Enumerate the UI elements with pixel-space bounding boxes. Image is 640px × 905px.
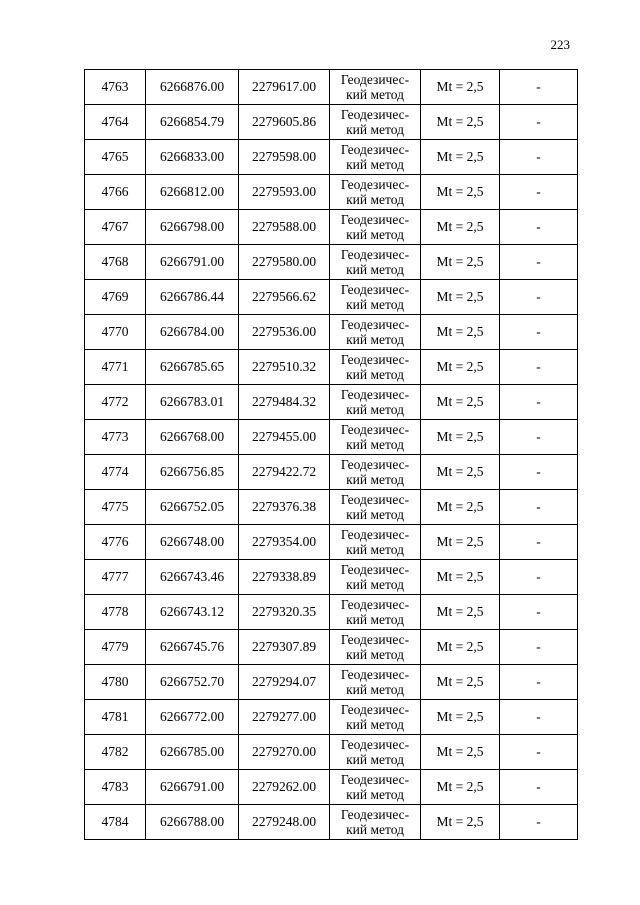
table-row — [85, 595, 578, 630]
method-line-1: Геодезичес- — [340, 352, 410, 367]
table-row — [85, 700, 578, 735]
method-cell — [330, 805, 421, 840]
table-row — [85, 420, 578, 455]
y-coordinate-cell: 2279484.32 — [239, 385, 330, 420]
y-coordinate-cell: 2279354.00 — [239, 525, 330, 560]
x-coordinate-cell: 6266854.79 — [146, 105, 239, 140]
y-coordinate-cell: 2279598.00 — [239, 140, 330, 175]
table-row — [85, 280, 578, 315]
method-line-1: Геодезичес- — [340, 317, 410, 332]
table-row — [85, 315, 578, 350]
method-line-2: кий метод — [346, 332, 404, 347]
method-cell — [330, 455, 421, 490]
method-cell — [330, 140, 421, 175]
x-coordinate-cell: 6266745.76 — [146, 630, 239, 665]
x-coordinate-cell: 6266812.00 — [146, 175, 239, 210]
x-coordinate-cell: 6266785.00 — [146, 735, 239, 770]
method-cell — [330, 560, 421, 595]
method-cell — [330, 105, 421, 140]
point-number-cell: 4769 — [85, 280, 146, 315]
y-coordinate-cell: 2279277.00 — [239, 700, 330, 735]
accuracy-cell: Mt = 2,5 — [421, 525, 500, 560]
description-cell: - — [500, 350, 578, 385]
description-cell: - — [500, 385, 578, 420]
point-number-cell: 4766 — [85, 175, 146, 210]
point-number-cell: 4778 — [85, 595, 146, 630]
description-cell: - — [500, 175, 578, 210]
x-coordinate-cell: 6266798.00 — [146, 210, 239, 245]
x-coordinate-cell: 6266876.00 — [146, 70, 239, 105]
accuracy-cell: Mt = 2,5 — [421, 280, 500, 315]
method-line-2: кий метод — [346, 122, 404, 137]
method-cell — [330, 420, 421, 455]
description-cell: - — [500, 490, 578, 525]
y-coordinate-cell: 2279617.00 — [239, 70, 330, 105]
method-line-2: кий метод — [346, 577, 404, 592]
y-coordinate-cell: 2279248.00 — [239, 805, 330, 840]
table-row — [85, 350, 578, 385]
description-cell: - — [500, 140, 578, 175]
method-line-2: кий метод — [346, 612, 404, 627]
description-cell: - — [500, 630, 578, 665]
accuracy-cell: Mt = 2,5 — [421, 210, 500, 245]
method-line-2: кий метод — [346, 647, 404, 662]
y-coordinate-cell: 2279588.00 — [239, 210, 330, 245]
description-cell: - — [500, 280, 578, 315]
description-cell: - — [500, 70, 578, 105]
method-line-2: кий метод — [346, 682, 404, 697]
method-line-1: Геодезичес- — [340, 107, 410, 122]
point-number-cell: 4779 — [85, 630, 146, 665]
method-line-1: Геодезичес- — [340, 212, 410, 227]
description-cell: - — [500, 105, 578, 140]
method-line-1: Геодезичес- — [340, 807, 410, 822]
table-row — [85, 385, 578, 420]
method-line-2: кий метод — [346, 192, 404, 207]
accuracy-cell: Mt = 2,5 — [421, 315, 500, 350]
description-cell: - — [500, 315, 578, 350]
method-line-2: кий метод — [346, 402, 404, 417]
table-row — [85, 105, 578, 140]
point-number-cell: 4782 — [85, 735, 146, 770]
point-number-cell: 4765 — [85, 140, 146, 175]
method-cell — [330, 315, 421, 350]
method-line-2: кий метод — [346, 752, 404, 767]
table-row — [85, 70, 578, 105]
table-body — [85, 70, 578, 840]
point-number-cell: 4764 — [85, 105, 146, 140]
accuracy-cell: Mt = 2,5 — [421, 175, 500, 210]
y-coordinate-cell: 2279338.89 — [239, 560, 330, 595]
method-line-2: кий метод — [346, 507, 404, 522]
description-cell: - — [500, 420, 578, 455]
point-number-cell: 4768 — [85, 245, 146, 280]
point-number-cell: 4772 — [85, 385, 146, 420]
point-number-cell: 4773 — [85, 420, 146, 455]
point-number-cell: 4763 — [85, 70, 146, 105]
method-line-1: Геодезичес- — [340, 527, 410, 542]
method-line-2: кий метод — [346, 437, 404, 452]
accuracy-cell: Mt = 2,5 — [421, 770, 500, 805]
method-cell — [330, 280, 421, 315]
point-number-cell: 4775 — [85, 490, 146, 525]
method-line-1: Геодезичес- — [340, 282, 410, 297]
method-cell — [330, 70, 421, 105]
accuracy-cell: Mt = 2,5 — [421, 560, 500, 595]
method-line-1: Геодезичес- — [340, 597, 410, 612]
method-cell — [330, 735, 421, 770]
description-cell: - — [500, 245, 578, 280]
table-row — [85, 805, 578, 840]
method-line-2: кий метод — [346, 717, 404, 732]
accuracy-cell: Mt = 2,5 — [421, 105, 500, 140]
y-coordinate-cell: 2279422.72 — [239, 455, 330, 490]
x-coordinate-cell: 6266791.00 — [146, 770, 239, 805]
method-line-1: Геодезичес- — [340, 737, 410, 752]
accuracy-cell: Mt = 2,5 — [421, 665, 500, 700]
method-cell — [330, 595, 421, 630]
description-cell: - — [500, 525, 578, 560]
point-number-cell: 4771 — [85, 350, 146, 385]
description-cell: - — [500, 700, 578, 735]
method-line-2: кий метод — [346, 787, 404, 802]
table-row — [85, 665, 578, 700]
table-row — [85, 735, 578, 770]
point-number-cell: 4774 — [85, 455, 146, 490]
point-number-cell: 4776 — [85, 525, 146, 560]
x-coordinate-cell: 6266785.65 — [146, 350, 239, 385]
table-row — [85, 560, 578, 595]
description-cell: - — [500, 735, 578, 770]
method-line-2: кий метод — [346, 87, 404, 102]
point-number-cell: 4767 — [85, 210, 146, 245]
accuracy-cell: Mt = 2,5 — [421, 805, 500, 840]
accuracy-cell: Mt = 2,5 — [421, 350, 500, 385]
accuracy-cell: Mt = 2,5 — [421, 70, 500, 105]
accuracy-cell: Mt = 2,5 — [421, 455, 500, 490]
accuracy-cell: Mt = 2,5 — [421, 385, 500, 420]
y-coordinate-cell: 2279307.89 — [239, 630, 330, 665]
x-coordinate-cell: 6266768.00 — [146, 420, 239, 455]
x-coordinate-cell: 6266748.00 — [146, 525, 239, 560]
method-line-1: Геодезичес- — [340, 422, 410, 437]
method-cell — [330, 630, 421, 665]
x-coordinate-cell: 6266752.05 — [146, 490, 239, 525]
x-coordinate-cell: 6266752.70 — [146, 665, 239, 700]
method-line-1: Геодезичес- — [340, 72, 410, 87]
point-number-cell: 4784 — [85, 805, 146, 840]
table-row — [85, 630, 578, 665]
table-row — [85, 175, 578, 210]
description-cell: - — [500, 665, 578, 700]
table-row — [85, 525, 578, 560]
method-line-2: кий метод — [346, 262, 404, 277]
method-line-1: Геодезичес- — [340, 247, 410, 262]
x-coordinate-cell: 6266788.00 — [146, 805, 239, 840]
page-number: 223 — [550, 37, 570, 52]
point-number-cell: 4780 — [85, 665, 146, 700]
y-coordinate-cell: 2279262.00 — [239, 770, 330, 805]
point-number-cell: 4777 — [85, 560, 146, 595]
x-coordinate-cell: 6266756.85 — [146, 455, 239, 490]
accuracy-cell: Mt = 2,5 — [421, 245, 500, 280]
method-line-1: Геодезичес- — [340, 177, 410, 192]
table-row — [85, 140, 578, 175]
method-line-1: Геодезичес- — [340, 632, 410, 647]
x-coordinate-cell: 6266772.00 — [146, 700, 239, 735]
accuracy-cell: Mt = 2,5 — [421, 735, 500, 770]
x-coordinate-cell: 6266784.00 — [146, 315, 239, 350]
method-cell — [330, 385, 421, 420]
y-coordinate-cell: 2279580.00 — [239, 245, 330, 280]
accuracy-cell: Mt = 2,5 — [421, 420, 500, 455]
method-line-1: Геодезичес- — [340, 772, 410, 787]
point-number-cell: 4783 — [85, 770, 146, 805]
y-coordinate-cell: 2279536.00 — [239, 315, 330, 350]
description-cell: - — [500, 805, 578, 840]
table-row — [85, 245, 578, 280]
x-coordinate-cell: 6266833.00 — [146, 140, 239, 175]
method-line-2: кий метод — [346, 542, 404, 557]
y-coordinate-cell: 2279593.00 — [239, 175, 330, 210]
y-coordinate-cell: 2279605.86 — [239, 105, 330, 140]
method-cell — [330, 175, 421, 210]
method-line-2: кий метод — [346, 157, 404, 172]
x-coordinate-cell: 6266743.12 — [146, 595, 239, 630]
y-coordinate-cell: 2279294.07 — [239, 665, 330, 700]
method-cell — [330, 210, 421, 245]
description-cell: - — [500, 595, 578, 630]
method-line-2: кий метод — [346, 472, 404, 487]
description-cell: - — [500, 210, 578, 245]
method-line-1: Геодезичес- — [340, 142, 410, 157]
method-line-2: кий метод — [346, 367, 404, 382]
description-cell: - — [500, 770, 578, 805]
table-row — [85, 490, 578, 525]
point-number-cell: 4781 — [85, 700, 146, 735]
y-coordinate-cell: 2279376.38 — [239, 490, 330, 525]
table-row — [85, 210, 578, 245]
method-line-1: Геодезичес- — [340, 492, 410, 507]
method-line-1: Геодезичес- — [340, 702, 410, 717]
table-row — [85, 770, 578, 805]
y-coordinate-cell: 2279270.00 — [239, 735, 330, 770]
accuracy-cell: Mt = 2,5 — [421, 630, 500, 665]
x-coordinate-cell: 6266743.46 — [146, 560, 239, 595]
accuracy-cell: Mt = 2,5 — [421, 595, 500, 630]
accuracy-cell: Mt = 2,5 — [421, 490, 500, 525]
point-number-cell: 4770 — [85, 315, 146, 350]
y-coordinate-cell: 2279566.62 — [239, 280, 330, 315]
method-cell — [330, 700, 421, 735]
description-cell: - — [500, 560, 578, 595]
y-coordinate-cell: 2279455.00 — [239, 420, 330, 455]
table-row — [85, 455, 578, 490]
method-line-1: Геодезичес- — [340, 667, 410, 682]
method-line-1: Геодезичес- — [340, 457, 410, 472]
method-line-1: Геодезичес- — [340, 387, 410, 402]
x-coordinate-cell: 6266791.00 — [146, 245, 239, 280]
method-cell — [330, 770, 421, 805]
method-line-2: кий метод — [346, 822, 404, 837]
method-cell — [330, 245, 421, 280]
method-cell — [330, 350, 421, 385]
method-line-2: кий метод — [346, 297, 404, 312]
description-cell: - — [500, 455, 578, 490]
y-coordinate-cell: 2279510.32 — [239, 350, 330, 385]
method-line-1: Геодезичес- — [340, 562, 410, 577]
coordinates-table — [84, 69, 578, 840]
y-coordinate-cell: 2279320.35 — [239, 595, 330, 630]
accuracy-cell: Mt = 2,5 — [421, 140, 500, 175]
x-coordinate-cell: 6266786.44 — [146, 280, 239, 315]
method-line-2: кий метод — [346, 227, 404, 242]
accuracy-cell: Mt = 2,5 — [421, 700, 500, 735]
method-cell — [330, 490, 421, 525]
x-coordinate-cell: 6266783.01 — [146, 385, 239, 420]
method-cell — [330, 665, 421, 700]
method-cell — [330, 525, 421, 560]
